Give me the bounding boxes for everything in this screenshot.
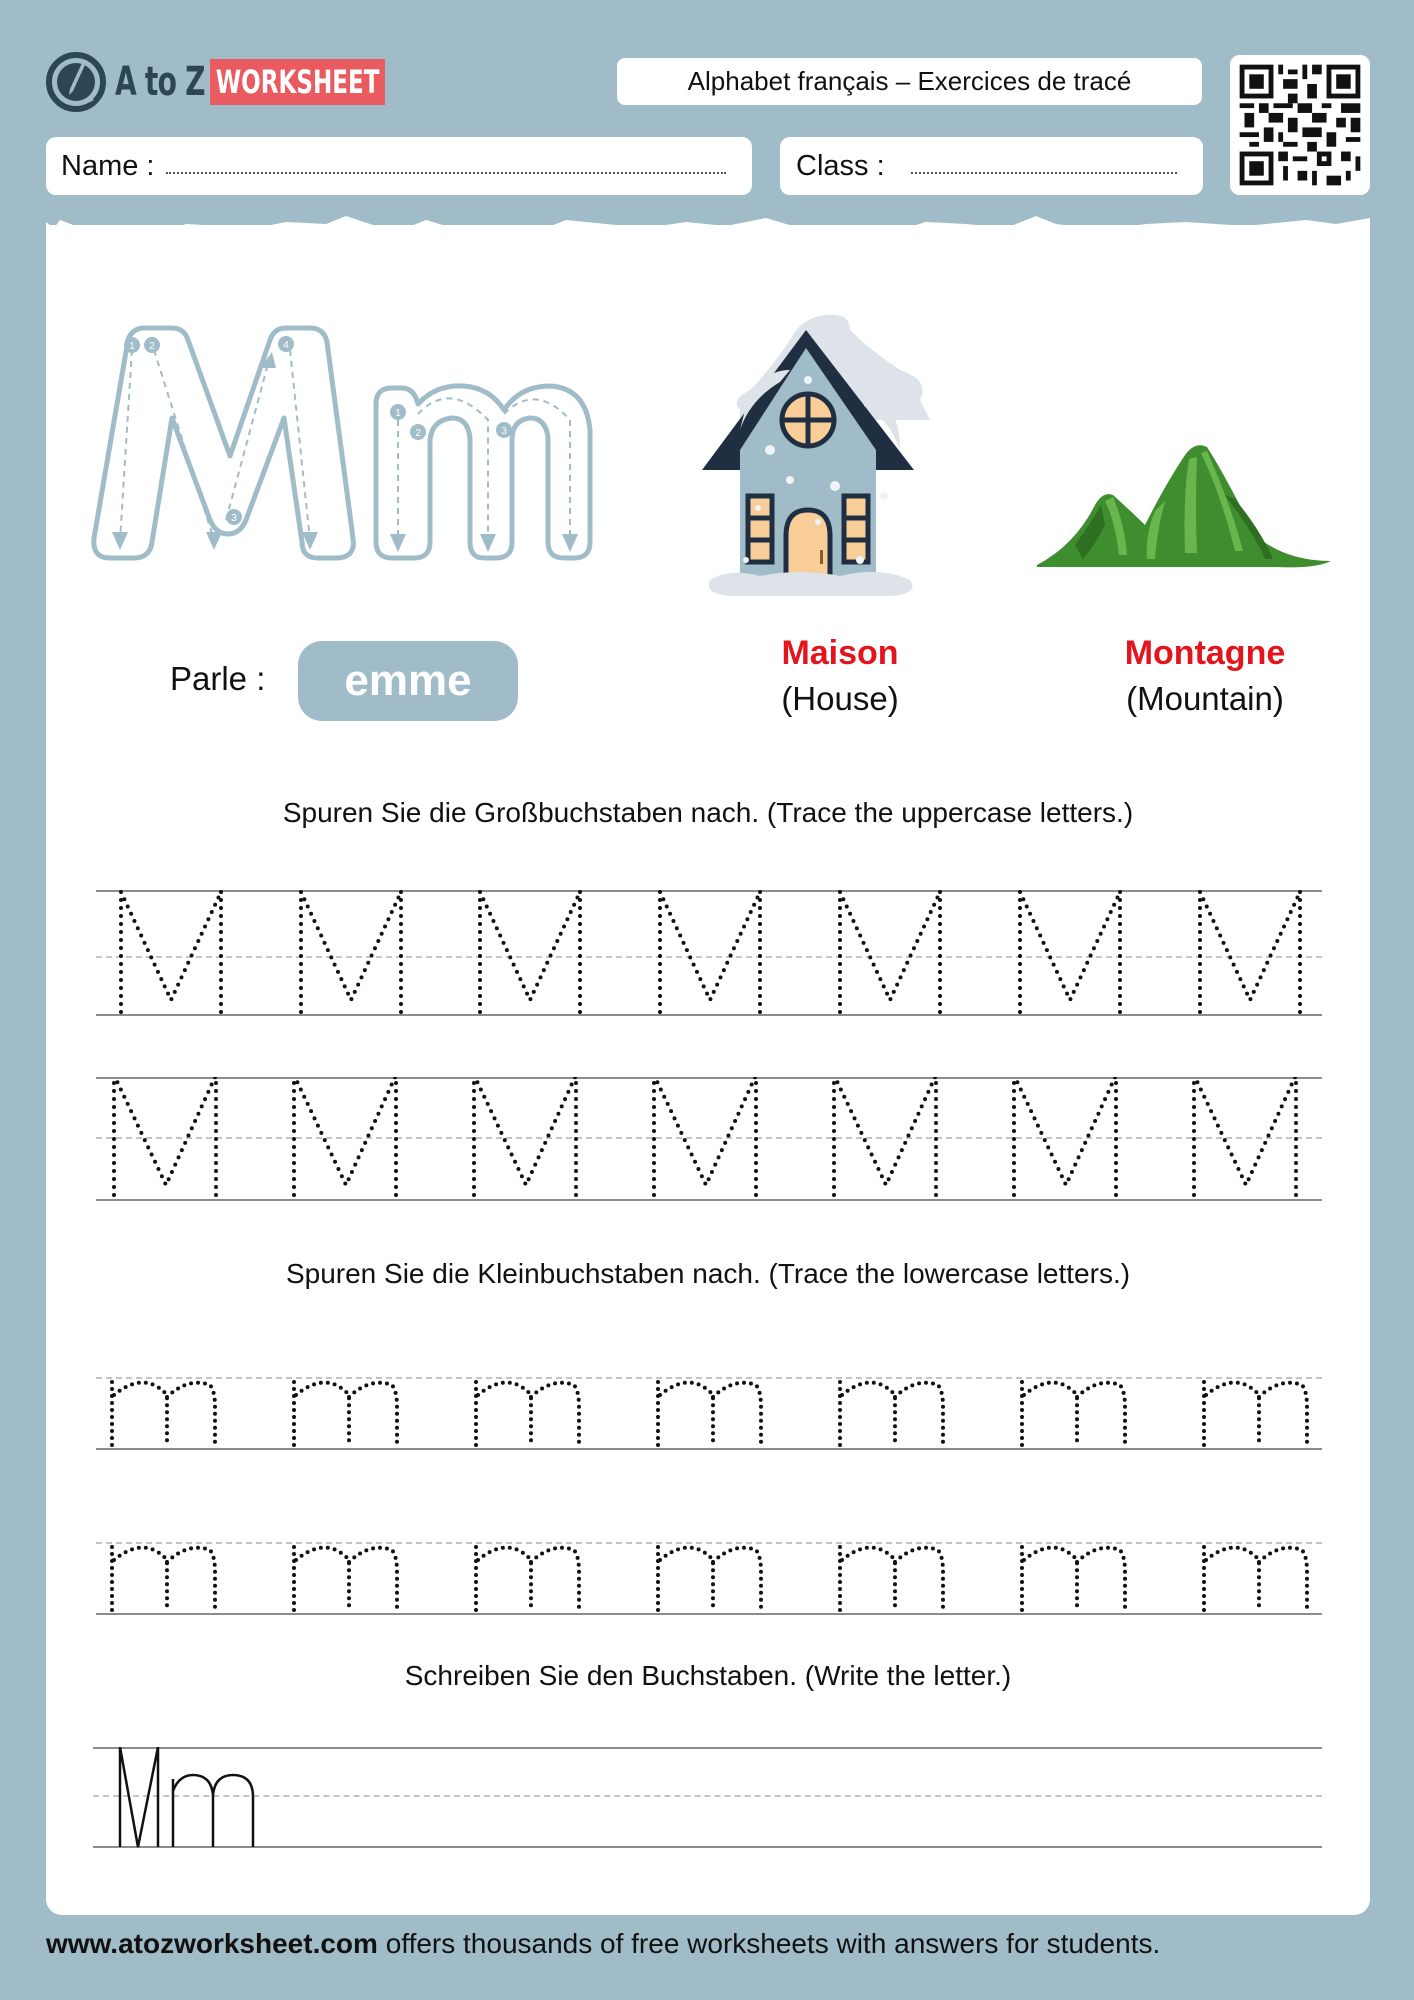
vocab-english: (House) [781,680,899,717]
example-letters-Mm [93,1747,393,1849]
stroke-order-letters-Mm [80,320,650,580]
mountain-icon [1035,435,1335,580]
lowercase-trace-row-1[interactable] [96,1377,1322,1450]
stroke-number: 1 [129,341,135,352]
class-label: Class : [796,149,885,182]
worksheet-title [617,58,1202,105]
footer-site-link[interactable]: www.atozworksheet.com [46,1928,378,1959]
write-instruction: Schreiben Sie den Buchstaben. (Write the letter.) [404,1660,1012,1691]
stroke-number: 2 [149,341,155,352]
stroke-number: 4 [283,340,289,351]
write-practice-row[interactable] [93,1747,1322,1849]
qr-code-icon [1230,55,1370,195]
stroke-number: 3 [231,513,237,524]
name-input-line[interactable] [166,172,726,174]
vocab-french: Maison [781,634,899,672]
class-input-line[interactable] [911,172,1177,174]
pen-nib-logo-icon [45,51,107,113]
class-field[interactable] [780,137,1203,195]
uppercase-trace-row-1[interactable] [96,890,1322,1016]
stroke-number: 3 [501,426,507,437]
logo [45,50,453,114]
uppercase-instruction: Spuren Sie die Großbuchstaben nach. (Trace the uppercase letters.) [282,797,1134,828]
dotted-M-letters [96,890,1322,1016]
footer [46,1928,1160,1960]
footer-text: offers thousands of free worksheets with answers for students. [377,1928,1161,1959]
lowercase-instruction: Spuren Sie die Kleinbuchstaben nach. (Trace the lowercase letters.) [285,1258,1131,1289]
logo-text-worksheet: WORKSHEET [210,59,385,105]
stroke-number: 1 [395,408,401,419]
lowercase-m-outline [376,386,590,558]
dotted-M-letters [96,1077,1322,1201]
name-label: Name : [61,149,155,182]
uppercase-M-outline [94,328,354,558]
pronunciation-badge [298,641,518,721]
stroke-number: 2 [415,428,421,439]
vocab-english: (Mountain) [1126,680,1284,717]
dotted-m-letters [96,1377,1322,1450]
worksheet-title-text: Alphabet français – Exercices de tracé [687,66,1132,96]
pronunciation-label: Parle : [170,660,266,697]
vocab-french: Montagne [1124,634,1286,672]
logo-text-atoz: A to Z [115,59,205,105]
uppercase-trace-row-2[interactable] [96,1077,1322,1201]
vocab-word-mountain [1055,630,1355,722]
name-field[interactable] [46,137,752,195]
dotted-m-letters [96,1542,1322,1615]
pronunciation-value: emme [344,656,472,705]
house-icon [700,310,980,600]
lowercase-trace-row-2[interactable] [96,1542,1322,1615]
vocab-word-house [700,630,980,722]
qr-code[interactable] [1230,55,1370,195]
